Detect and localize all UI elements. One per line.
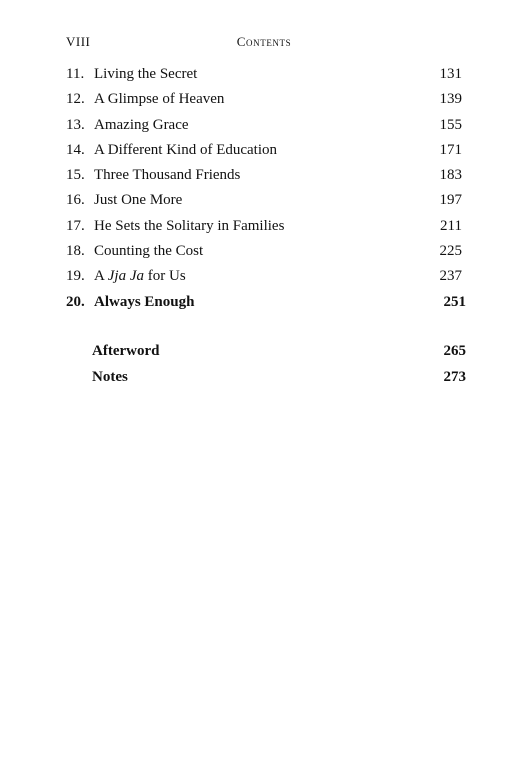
- toc-entry-20: [66, 290, 466, 315]
- chapter-title-suffix: for Us: [144, 268, 186, 285]
- page-header: [66, 34, 462, 54]
- chapter-number: 12.: [66, 91, 85, 108]
- chapter-title: Three Thousand Friends: [94, 167, 241, 184]
- chapter-page-number: 155: [439, 116, 462, 133]
- chapter-page-number: 211: [440, 217, 462, 234]
- chapter-title: Always Enough: [94, 293, 195, 310]
- back-matter-notes: [92, 365, 466, 391]
- chapter-number: 11.: [66, 66, 85, 82]
- back-matter-afterword: [92, 339, 466, 365]
- chapter-title: A Glimpse of Heaven: [94, 91, 225, 108]
- chapter-title: He Sets the Solitary in Families: [94, 217, 285, 234]
- toc-entry-11: [66, 62, 466, 87]
- toc-entry-19: [66, 264, 466, 289]
- chapter-page-number: 237: [439, 268, 462, 285]
- table-of-contents: [66, 62, 466, 315]
- chapter-number: 16.: [66, 192, 85, 209]
- chapter-page-number: 251: [443, 293, 466, 310]
- toc-entry-18: [66, 239, 466, 264]
- chapter-title: Counting the Cost: [94, 243, 204, 260]
- chapter-page-number: 171: [439, 141, 462, 158]
- toc-entry-13: [66, 113, 466, 138]
- back-matter-title: Notes: [92, 369, 128, 385]
- chapter-title: Amazing Grace: [94, 116, 189, 133]
- chapter-number: 17.: [66, 217, 85, 234]
- chapter-title-prefix: A: [94, 268, 108, 285]
- chapter-title-italic: Jja Ja: [107, 268, 144, 285]
- toc-entry-14: [66, 138, 466, 163]
- back-matter: [92, 339, 466, 391]
- back-matter-page-number: 273: [443, 369, 466, 385]
- chapter-page-number: 225: [439, 243, 462, 260]
- back-matter-page-number: 265: [443, 343, 466, 359]
- chapter-number: 19.: [66, 268, 85, 285]
- chapter-page-number: 131: [439, 66, 462, 82]
- back-matter-title: Afterword: [92, 343, 160, 359]
- chapter-title: Just One More: [94, 192, 183, 209]
- toc-entry-16: [66, 188, 466, 213]
- chapter-number: 20.: [66, 293, 85, 310]
- chapter-page-number: 139: [439, 91, 462, 108]
- toc-entry-12: [66, 87, 466, 112]
- chapter-number: 15.: [66, 167, 85, 184]
- chapter-page-number: 183: [439, 167, 462, 184]
- toc-entry-15: [66, 163, 466, 188]
- running-head: Contents: [236, 34, 292, 49]
- page-folio: VIII: [66, 34, 91, 49]
- chapter-title: A Different Kind of Education: [94, 141, 278, 158]
- chapter-number: 18.: [66, 243, 85, 260]
- chapter-page-number: 197: [439, 192, 462, 209]
- chapter-title: [94, 264, 186, 289]
- chapter-title: Living the Secret: [94, 66, 198, 82]
- chapter-number: 13.: [66, 116, 85, 133]
- toc-entry-17: [66, 214, 466, 239]
- chapter-number: 14.: [66, 141, 85, 158]
